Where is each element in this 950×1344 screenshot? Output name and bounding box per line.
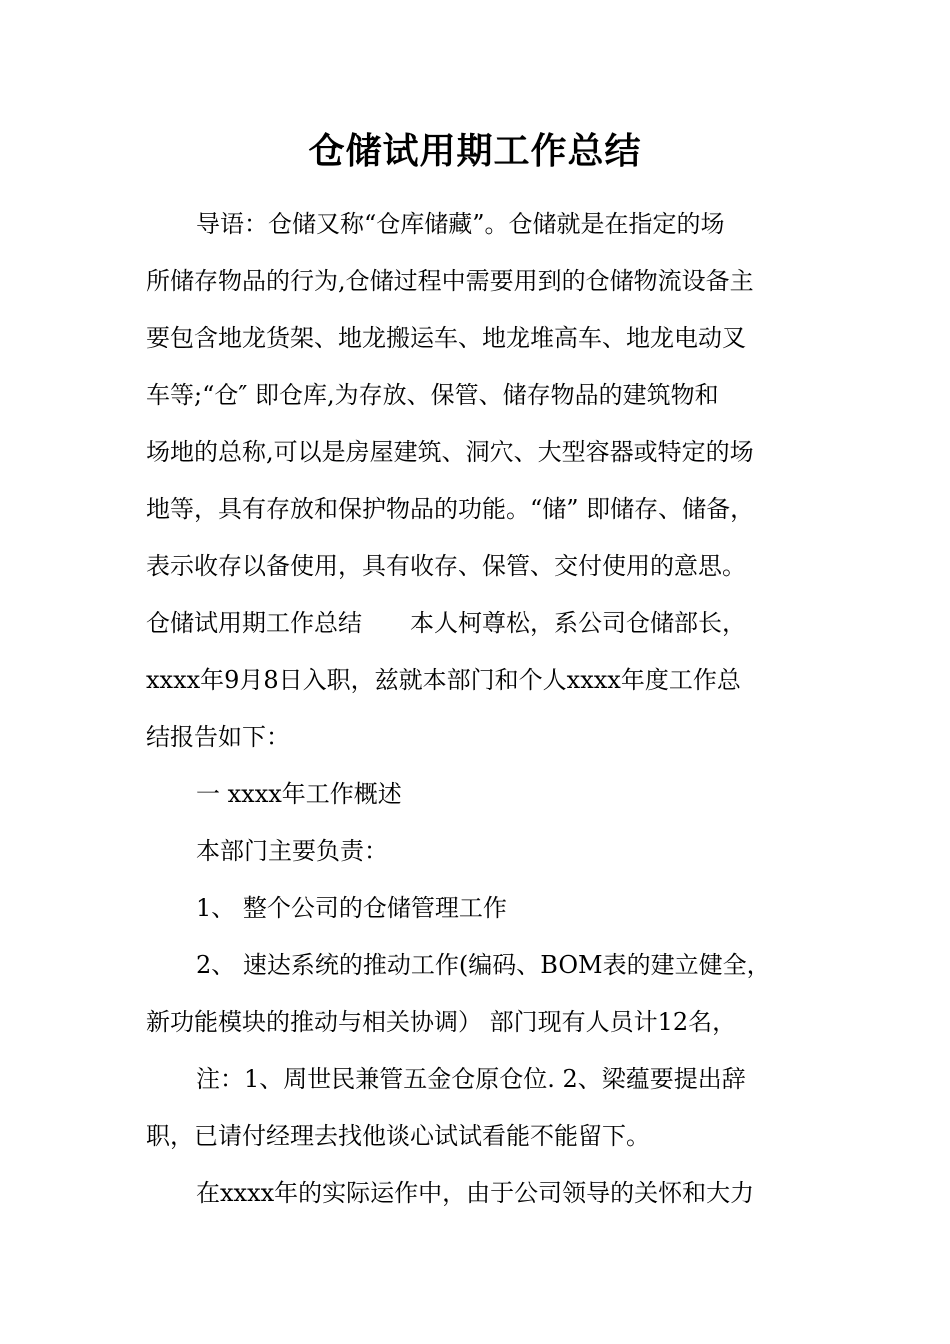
paragraph-line: xxxx年9月8日入职，兹就本部门和个人xxxx年度工作总 [146,666,741,694]
note-line: 职，已请付经理去找他谈心试试看能不能留下。 [146,1122,650,1150]
document-title: 仓储试用期工作总结 [308,131,642,172]
section-heading: 一 xxxx年工作概述 [196,780,402,808]
paragraph-line: 所储存物品的行为,仓储过程中需要用到的仓储物流设备主 [146,267,754,295]
paragraph-line: 表示收存以备使用，具有收存、保管、交付使用的意思。 [146,552,746,580]
note-line: 注：1、周世民兼管五金仓原仓位. 2、梁蕴要提出辞 [196,1065,746,1093]
paragraph-line: 在xxxx年的实际运作中，由于公司领导的关怀和大力 [196,1179,755,1207]
list-item: 1、 整个公司的仓储管理工作 [196,894,507,922]
paragraph-line: 本部门主要负责： [196,837,388,865]
paragraph-line: 车等;“仓″ 即仓库,为存放、保管、储存物品的建筑物和 [146,381,719,409]
paragraph-line: 场地的总称,可以是房屋建筑、洞穴、大型容器或特定的场 [146,438,754,466]
paragraph-line: 地等，具有存放和保护物品的功能。“储” 即储存、储备， [146,495,755,523]
paragraph-line: 新功能模块的推动与相关协调） 部门现有人员计12名， [146,1008,737,1036]
paragraph-line: 仓储试用期工作总结 本人柯尊松，系公司仓储部长， [146,609,746,637]
list-item: 2、 速达系统的推动工作(编码、BOM表的建立健全， [196,951,771,979]
paragraph-line: 要包含地龙货架、地龙搬运车、地龙堆高车、地龙电动叉 [146,324,746,352]
paragraph-line: 导语：仓储又称“仓库储藏”。仓储就是在指定的场 [196,210,725,238]
paragraph-line: 结报告如下： [146,723,290,751]
